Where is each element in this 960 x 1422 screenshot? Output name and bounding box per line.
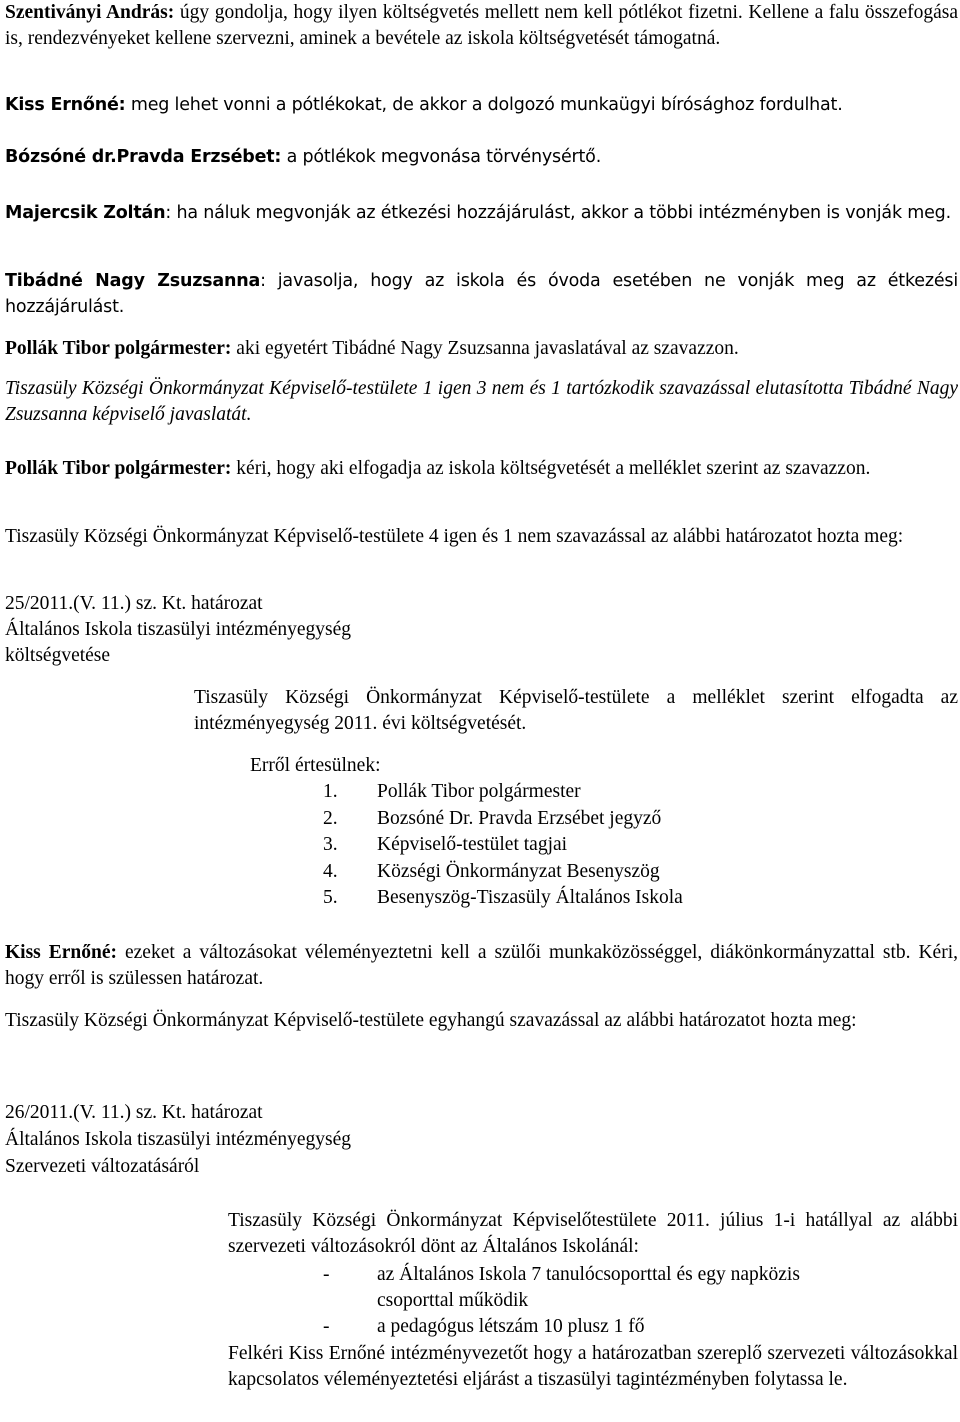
paragraph-tibadne <box>5 268 958 320</box>
paragraph-pollak-call1 <box>5 336 958 362</box>
vote-result-1: Tiszasüly Községi Önkormányzat Képviselő-testülete 1 igen 3 nem és 1 tartózkodik szavazással elutasította Tibádné Nagy Zsuzsanna képviselő javaslatát. <box>5 378 958 425</box>
resolution-closing: Felkéri Kiss Ernőné intézményvezetőt hogy a határozatban szereplő szervezeti változásokkal kapcsolatos véleményeztetési eljárást a tiszasülyi tagintézményben folytassa le. <box>228 1343 958 1390</box>
statement-text: aki egyetért Tibádné Nagy Zsuzsanna javaslatával az szavazzon. <box>231 338 739 359</box>
list-item-continuation: csoporttal működik <box>377 1290 529 1311</box>
speaker-name: Kiss Ernőné: <box>5 95 126 115</box>
recipient-name: Pollák Tibor polgármester <box>377 781 581 802</box>
recipient-name: Besenyszög-Tiszasüly Általános Iskola <box>377 887 683 908</box>
statement-text: kéri, hogy aki elfogadja az iskola költségvetését a melléklet szerint az szavazzon. <box>231 458 871 479</box>
vote-result-2: Tiszasüly Községi Önkormányzat Képviselő-testülete 4 igen és 1 nem szavazással az alábbi határozatot hozta meg: <box>5 526 904 547</box>
speaker-name: Tibádné Nagy Zsuzsanna <box>5 271 261 291</box>
paragraph-bozsone <box>5 144 958 170</box>
recipient-name: Községi Önkormányzat Besenyszög <box>377 860 660 882</box>
paragraph-szentivanyi <box>5 0 958 52</box>
resolution-number: 26/2011.(V. 11.) sz. Kt. határozat <box>5 1102 263 1123</box>
resolution-body: Tiszasüly Községi Önkormányzat Képviselőtestülete 2011. július 1-i hatállyal az alábbi szervezeti változásokról dönt az Általános Iskolánál: <box>228 1210 958 1257</box>
resolution-subject: költségvetése <box>5 645 111 666</box>
speaker-name: Pollák Tibor polgármester: <box>5 338 232 359</box>
speaker-name: Bózsóné dr.Pravda Erzsébet: <box>5 147 282 167</box>
resolution-subject: Szervezeti változatásáról <box>5 1156 200 1177</box>
paragraph-kiss <box>5 92 958 118</box>
recipient-number: 2. <box>323 807 338 829</box>
notify-label: Erről értesülnek: <box>250 755 381 776</box>
recipient-number: 5. <box>323 887 338 908</box>
recipient-name: Bozsóné Dr. Pravda Erzsébet jegyző <box>377 807 662 829</box>
vote-result-3: Tiszasüly Községi Önkormányzat Képviselő-testülete egyhangú szavazással az alábbi határozatot hozta meg: <box>5 1010 857 1031</box>
recipient-number: 4. <box>323 860 338 882</box>
statement-text: ezeket a változásokat véleményeztetni kell a szülői munkaközösséggel, diákönkormányzattal stb. Kéri, hogy erről is szülessen határozat. <box>5 942 958 989</box>
resolution-subject: Általános Iskola tiszasülyi intézményegység <box>5 619 352 640</box>
recipient-number: 1. <box>323 781 338 802</box>
list-dash: - <box>323 1264 330 1285</box>
list-dash: - <box>323 1316 330 1337</box>
paragraph-pollak-call2 <box>5 456 958 482</box>
statement-text: a pótlékok megvonása törvénysértő. <box>281 147 602 167</box>
speaker-name: Szentiványi András: <box>5 2 175 23</box>
recipient-number: 3. <box>323 834 338 855</box>
statement-text: : javasolja, hogy az iskola és óvoda esetében ne vonják meg az étkezési hozzájárulást. <box>5 271 958 317</box>
speaker-name: Pollák Tibor polgármester: <box>5 458 232 479</box>
list-item: a pedagógus létszám 10 plusz 1 fő <box>377 1316 645 1337</box>
resolution-body: Tiszasüly Községi Önkormányzat Képviselő-testülete a melléklet szerint elfogadta az intézményegység 2011. évi költségvetését. <box>194 687 958 734</box>
speaker-name: Kiss Ernőné: <box>5 942 117 963</box>
list-item: az Általános Iskola 7 tanulócsoporttal és egy napközis <box>377 1264 800 1285</box>
resolution-subject: Általános Iskola tiszasülyi intézményegység <box>5 1129 352 1150</box>
resolution-number: 25/2011.(V. 11.) sz. Kt. határozat <box>5 593 263 614</box>
speaker-name: Majercsik Zoltán <box>5 203 166 223</box>
recipient-name: Képviselő-testület tagjai <box>377 834 568 855</box>
statement-text: úgy gondolja, hogy ilyen költségvetés mellett nem kell pótlékot fizetni. Kellene a falu összefogása is, rendezvényeket kellene szervezni, aminek a bevétele az iskola költségvetését támogatná. <box>5 2 958 49</box>
statement-text: meg lehet vonni a pótlékokat, de akkor a dolgozó munkaügyi bírósághoz fordulhat. <box>125 95 843 115</box>
paragraph-kiss-2 <box>5 940 958 992</box>
paragraph-majercsik <box>5 200 958 226</box>
statement-text: : ha náluk megvonják az étkezési hozzájárulást, akkor a többi intézményben is vonják meg. <box>165 203 951 223</box>
